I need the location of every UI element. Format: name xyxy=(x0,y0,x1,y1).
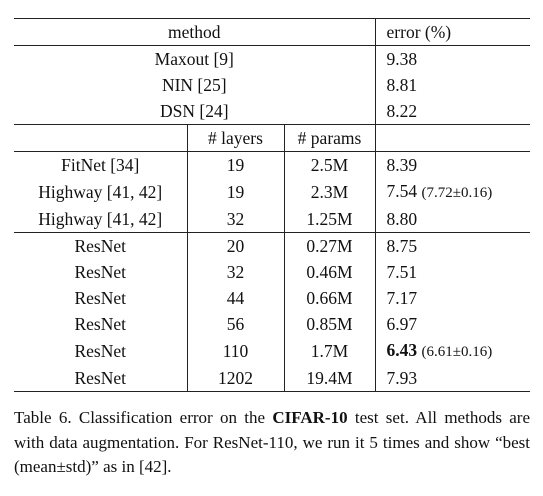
method-cell: DSN [24] xyxy=(14,98,375,125)
params-cell: 2.5M xyxy=(284,152,375,179)
table-row xyxy=(14,337,530,365)
error-cell: 7.17 xyxy=(386,288,418,308)
params-cell: 2.3M xyxy=(284,178,375,206)
table-row xyxy=(14,98,530,125)
error-note: (7.72±0.16) xyxy=(421,185,493,201)
table-row xyxy=(14,285,530,311)
method-cell: ResNet xyxy=(14,337,187,365)
header-method: method xyxy=(14,19,375,46)
table-row xyxy=(14,46,530,73)
params-cell: 0.46M xyxy=(284,259,375,285)
method-cell: ResNet xyxy=(14,285,187,311)
caption-dataset: CIFAR-10 xyxy=(272,408,348,427)
error-cell: 8.75 xyxy=(386,236,418,256)
results-table-container xyxy=(14,18,530,392)
method-cell: NIN [25] xyxy=(14,72,375,98)
layers-cell: 56 xyxy=(187,311,284,337)
params-cell: 0.27M xyxy=(284,233,375,260)
error-value: 8.80 xyxy=(386,209,418,229)
header-params: # params xyxy=(284,125,375,152)
table-row xyxy=(14,178,530,206)
layers-cell: 19 xyxy=(187,178,284,206)
error-cell xyxy=(375,337,530,365)
params-cell: 1.25M xyxy=(284,206,375,233)
caption-suffix: test set. All methods are with data augmentation. For ResNet-110, we run it 5 times and show “best (mean±std)” as in [42]. xyxy=(14,408,530,476)
caption-prefix: Table 6. Classification error on the xyxy=(14,408,273,427)
layers-cell: 32 xyxy=(187,259,284,285)
layers-cell: 20 xyxy=(187,233,284,260)
table-row xyxy=(14,365,530,392)
method-cell: ResNet xyxy=(14,233,187,260)
table-row xyxy=(14,152,530,179)
table-caption xyxy=(14,406,530,480)
layers-cell: 44 xyxy=(187,285,284,311)
error-cell: 9.38 xyxy=(386,49,418,69)
empty-cell xyxy=(375,125,530,152)
error-cell: 7.93 xyxy=(375,365,530,392)
method-cell: FitNet [34] xyxy=(14,152,187,179)
params-cell: 1.7M xyxy=(284,337,375,365)
params-cell: 0.66M xyxy=(284,285,375,311)
method-cell: Highway [41, 42] xyxy=(14,206,187,233)
table-row xyxy=(14,233,530,260)
method-cell: Highway [41, 42] xyxy=(14,178,187,206)
layers-cell: 1202 xyxy=(187,365,284,392)
error-note: (6.61±0.16) xyxy=(421,344,493,360)
error-cell: 7.51 xyxy=(386,262,418,282)
table-row xyxy=(14,206,530,233)
method-cell: Maxout [9] xyxy=(14,46,375,73)
empty-cell xyxy=(14,125,187,152)
layers-cell: 32 xyxy=(187,206,284,233)
error-cell: 8.81 xyxy=(386,75,418,95)
layers-cell: 19 xyxy=(187,152,284,179)
error-value: 7.54 xyxy=(386,181,418,201)
error-cell: 6.97 xyxy=(386,314,418,334)
table-row xyxy=(14,72,530,98)
table-header-row xyxy=(14,19,530,46)
error-cell xyxy=(375,206,530,233)
params-cell: 19.4M xyxy=(284,365,375,392)
params-cell: 0.85M xyxy=(284,311,375,337)
error-cell: 8.22 xyxy=(375,98,530,125)
method-cell: ResNet xyxy=(14,311,187,337)
header-error: error (%) xyxy=(375,19,530,46)
best-error-value: 6.43 xyxy=(386,340,418,360)
error-cell xyxy=(375,178,530,206)
layers-cell: 110 xyxy=(187,337,284,365)
table-subheader-row xyxy=(14,125,530,152)
header-layers: # layers xyxy=(187,125,284,152)
error-value: 8.39 xyxy=(386,155,418,175)
method-cell: ResNet xyxy=(14,365,187,392)
error-cell xyxy=(375,152,530,179)
table-row xyxy=(14,259,530,285)
method-cell: ResNet xyxy=(14,259,187,285)
results-table xyxy=(14,18,530,392)
table-row xyxy=(14,311,530,337)
